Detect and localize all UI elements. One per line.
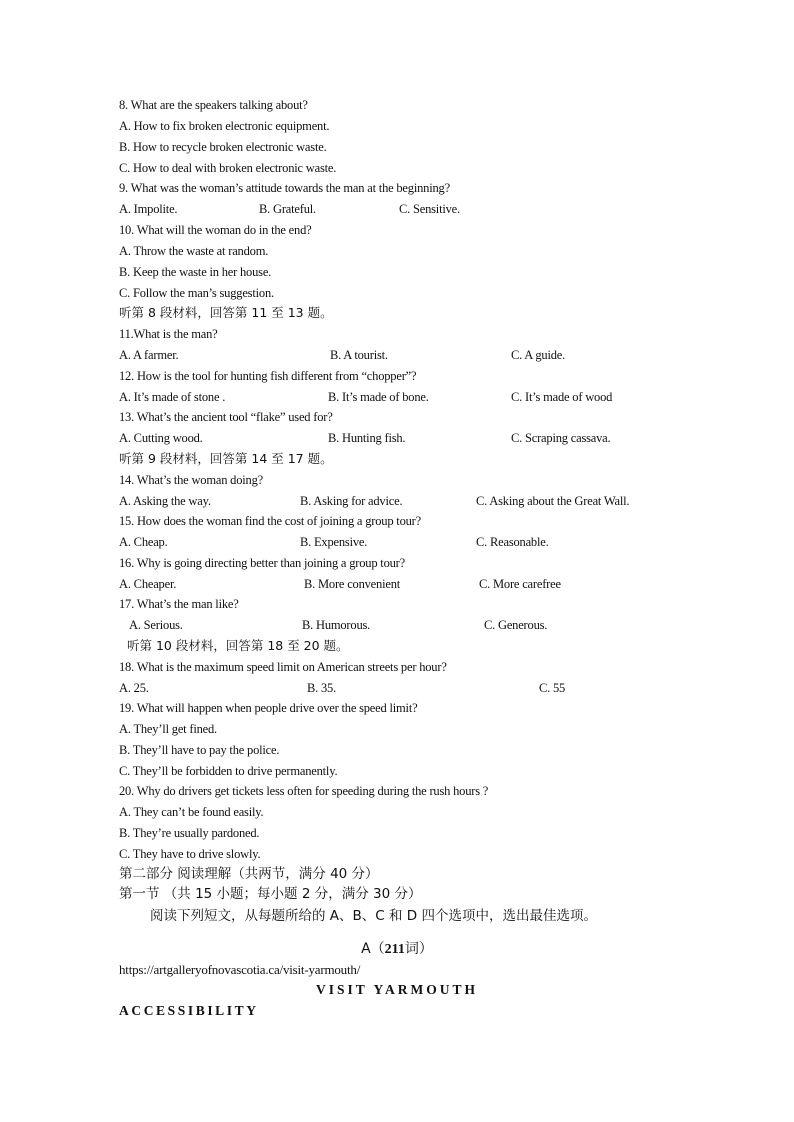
- q9-option-c: C. Sensitive.: [399, 202, 460, 216]
- q9-option-a: A. Impolite.: [119, 202, 178, 216]
- q17-option-a: A. Serious.: [129, 618, 183, 632]
- q16-option-b: B. More convenient: [304, 577, 401, 591]
- q18-option-c: C. 55: [539, 681, 566, 695]
- q15-option-a: A. Cheap.: [119, 535, 168, 549]
- reading-instruction: 阅读下列短文，从每题所给的 A、B、C 和 D 四个选项中，选出最佳选项。: [150, 908, 597, 924]
- source-url: https://artgalleryofnovascotia.ca/visit-yarmouth/: [119, 962, 361, 977]
- q8-option-b: B. How to recycle broken electronic waste.: [119, 140, 327, 154]
- q12-option-c: C. It’s made of wood: [511, 390, 613, 404]
- question-14: 14. What’s the woman doing?: [119, 473, 263, 487]
- section-8-instruction: 听第 8 段材料，回答第 11 至 13 题。: [119, 305, 333, 320]
- q19-option-b: B. They’ll have to pay the police.: [119, 743, 280, 757]
- q10-option-b: B. Keep the waste in her house.: [119, 265, 272, 279]
- section-9-instruction: 听第 9 段材料，回答第 14 至 17 题。: [119, 451, 333, 466]
- q9-option-b: B. Grateful.: [259, 202, 316, 216]
- q19-option-c: C. They’ll be forbidden to drive permanently.: [119, 764, 338, 778]
- q14-option-a: A. Asking the way.: [119, 494, 211, 508]
- q8-option-a: A. How to fix broken electronic equipment.: [119, 119, 330, 133]
- q16-option-a: A. Cheaper.: [119, 577, 177, 591]
- q17-option-c: C. Generous.: [484, 618, 548, 632]
- q17-option-b: B. Humorous.: [302, 618, 371, 632]
- question-15: 15. How does the woman find the cost of joining a group tour?: [119, 514, 421, 528]
- question-13: 13. What’s the ancient tool “flake” used for?: [119, 410, 333, 424]
- q13-option-a: A. Cutting wood.: [119, 431, 203, 445]
- question-9: 9. What was the woman’s attitude towards the man at the beginning?: [119, 181, 450, 195]
- q19-option-a: A. They’ll get fined.: [119, 722, 217, 736]
- question-10: 10. What will the woman do in the end?: [119, 223, 312, 237]
- q18-option-a: A. 25.: [119, 681, 149, 695]
- q12-option-b: B. It’s made of bone.: [328, 390, 429, 404]
- q12-option-a: A. It’s made of stone .: [119, 390, 226, 404]
- q8-option-c: C. How to deal with broken electronic waste.: [119, 161, 337, 175]
- part-two-title: 第二部分 阅读理解（共两节，满分 40 分）: [119, 866, 379, 882]
- q20-option-a: A. They can’t be found easily.: [119, 805, 264, 819]
- q11-option-b: B. A tourist.: [330, 348, 388, 362]
- section-10-instruction: 听第 10 段材料，回答第 18 至 20 题。: [127, 638, 349, 653]
- q15-option-b: B. Expensive.: [300, 535, 368, 549]
- q13-option-b: B. Hunting fish.: [328, 431, 406, 445]
- passage-subheading: ACCESSIBILITY: [119, 1003, 259, 1018]
- question-16: 16. Why is going directing better than joining a group tour?: [119, 556, 405, 570]
- q11-option-c: C. A guide.: [511, 348, 566, 362]
- question-18: 18. What is the maximum speed limit on American streets per hour?: [119, 660, 447, 674]
- question-8: 8. What are the speakers talking about?: [119, 98, 308, 112]
- q14-option-b: B. Asking for advice.: [300, 494, 403, 508]
- question-17: 17. What’s the man like?: [119, 597, 239, 611]
- section-one-title: 第一节 （共 15 小题；每小题 2 分，满分 30 分）: [119, 886, 422, 902]
- q10-option-a: A. Throw the waste at random.: [119, 244, 269, 258]
- q16-option-c: C. More carefree: [479, 577, 561, 591]
- question-19: 19. What will happen when people drive over the speed limit?: [119, 701, 418, 715]
- passage-label: A（211词）: [361, 941, 433, 957]
- q10-option-c: C. Follow the man’s suggestion.: [119, 286, 274, 300]
- q18-option-b: B. 35.: [307, 681, 337, 695]
- q15-option-c: C. Reasonable.: [476, 535, 549, 549]
- question-12: 12. How is the tool for hunting fish different from “chopper”?: [119, 369, 417, 383]
- question-20: 20. Why do drivers get tickets less often for speeding during the rush hours ?: [119, 784, 489, 798]
- q13-option-c: C. Scraping cassava.: [511, 431, 611, 445]
- question-11: 11.What is the man?: [119, 327, 218, 341]
- q20-option-c: C. They have to drive slowly.: [119, 847, 261, 861]
- q11-option-a: A. A farmer.: [119, 348, 179, 362]
- q20-option-b: B. They’re usually pardoned.: [119, 826, 260, 840]
- q14-option-c: C. Asking about the Great Wall.: [476, 494, 630, 508]
- passage-heading: VISIT YARMOUTH: [316, 982, 478, 997]
